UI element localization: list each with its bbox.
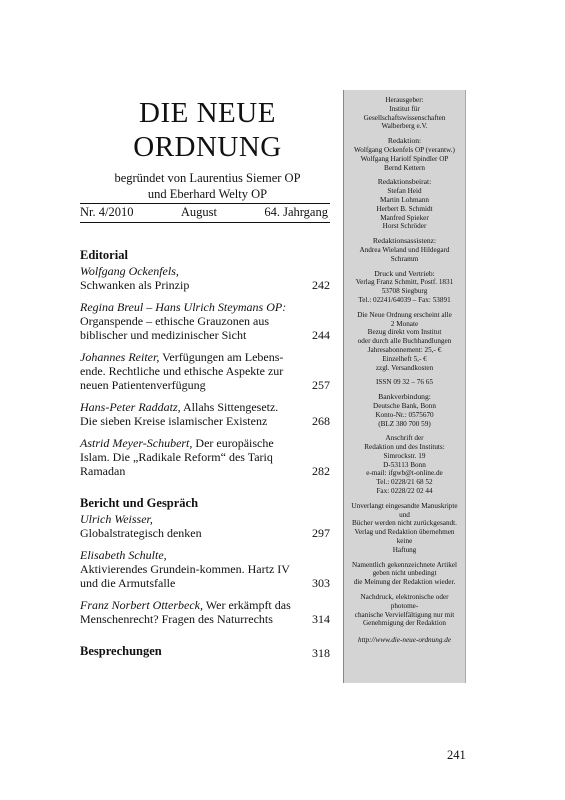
editorial-heading: Redaktion: <box>387 136 422 146</box>
imprint-line: Wolfgang Ockenfels OP (verantw.) <box>354 145 455 154</box>
imprint-line: Institut für <box>389 104 420 113</box>
toc-author: Elisabeth Schulte, <box>80 548 167 562</box>
website-link[interactable]: http://www.die-neue-ordnung.de <box>357 636 452 645</box>
publisher-heading: Herausgeber: <box>385 96 424 104</box>
toc-page: 257 <box>312 378 330 392</box>
imprint-line: chanische Vervielfältigung nur mit <box>354 610 455 619</box>
imprint-line: e-mail: ifgwb@t-online.de <box>366 469 443 478</box>
imprint-line: Gesellschaftswissenschaften <box>363 113 446 122</box>
toc-page: 282 <box>312 464 330 478</box>
toc-entry <box>80 598 330 626</box>
founders-line: begründet von Laurentius Siemer OP und Eberhard Welty OP <box>114 171 301 201</box>
section-heading-bericht: Bericht und Gespräch <box>80 496 199 510</box>
toc-title: Der europäische Islam. Die „Radikale Reform“ des Tariq Ramadan <box>80 436 274 478</box>
imprint-line: Konto-Nr.: 0575670 <box>375 410 434 419</box>
imprint-line: (BLZ 380 700 59) <box>378 419 431 428</box>
toc-author: Regina Breul – Hans Ulrich Steymans OP: <box>80 300 287 314</box>
imprint-line: 53708 Siegburg <box>381 287 428 296</box>
toc-author: Franz Norbert Otterbeck, <box>80 598 203 612</box>
toc-entry <box>80 436 330 478</box>
imprint-line: Genehmigung der Redaktion <box>362 619 447 628</box>
toc-page: 314 <box>312 612 330 626</box>
toc-entry-besprechungen: Besprechungen 318 <box>80 644 330 660</box>
assistants <box>348 246 461 264</box>
disclaimer-opinion <box>348 561 461 587</box>
imprint-line: Namentlich gekennzeichnete Artikel <box>352 560 457 569</box>
imprint-line: Deutsche Bank, Bonn <box>373 401 436 410</box>
imprint-line: Martin Lohmann <box>380 195 429 204</box>
imprint-line: Redaktion und des Instituts: <box>364 443 445 452</box>
toc-title: Aktivierendes Grundein-kommen. Hartz IV und die Armutsfalle <box>80 562 290 590</box>
toc-entry <box>80 512 330 540</box>
toc-page: 303 <box>312 576 330 590</box>
disclaimer-reprint <box>348 593 461 628</box>
imprint-line: Wolfgang Hariolf Spindler OP <box>360 154 449 163</box>
editors <box>348 146 461 172</box>
table-of-contents <box>80 248 330 668</box>
toc-page: 268 <box>312 414 330 428</box>
imprint-line: Horst Schröder <box>382 222 427 231</box>
imprint-line: Verlag Franz Schmitt, Postf. 1831 <box>355 278 454 287</box>
toc-author: Ulrich Weisser, <box>80 512 153 526</box>
issue-line <box>80 205 328 220</box>
imprint-line: Manfred Spieker <box>380 213 429 222</box>
toc-author: Hans-Peter Raddatz, <box>80 400 181 414</box>
toc-title: Verfügungen am Lebens-ende. Rechtliche und ethische Aspekte zur neuen Patientenverfügung <box>80 350 284 392</box>
page-number: 241 <box>447 748 466 762</box>
imprint-line: Einzelheft 5,- € <box>382 354 427 363</box>
imprint-line: zzgl. Versandkosten <box>375 363 434 372</box>
issn: ISSN 09 32 – 76 65 <box>376 378 433 387</box>
toc-entry <box>80 400 330 428</box>
toc-author: Wolfgang Ockenfels, <box>80 264 179 278</box>
toc-title: Schwanken als Prinzip <box>80 278 190 292</box>
publisher <box>348 105 461 131</box>
imprint-line: Jahresabonnement: 25,- € <box>367 345 442 354</box>
toc-title: Allahs Sittengesetz. Die sieben Kreise islamischer Existenz <box>80 400 279 428</box>
imprint-column <box>343 90 466 683</box>
imprint-line: Tel.: 02241/64039 – Fax: 53891 <box>358 295 451 304</box>
section-heading-editorial: Editorial <box>80 248 128 262</box>
imprint-line: Stefan Heid <box>387 187 422 196</box>
imprint-line: Haftung <box>392 545 417 554</box>
address <box>348 434 461 496</box>
imprint-line: D-53113 Bonn <box>383 460 426 469</box>
print-info <box>348 278 461 304</box>
issue-volume: 64. Jahrgang <box>264 205 328 219</box>
imprint-line: oder durch alle Buchhandlungen <box>357 337 452 346</box>
imprint-line: Fax: 0228/22 02 44 <box>376 487 433 496</box>
imprint-line: Tel.: 0228/21 68 52 <box>376 478 433 487</box>
bank-heading: Bankverbindung: <box>378 392 431 402</box>
toc-title: Wer erkämpft das Menschenrecht? Fragen des Naturrechts <box>80 598 291 626</box>
bank-info <box>348 402 461 428</box>
imprint-line: die Meinung der Redaktion wieder. <box>353 578 456 587</box>
toc-entry <box>80 264 330 292</box>
subscription-info <box>348 311 461 373</box>
toc-page: 297 <box>312 526 330 540</box>
toc-author: Johannes Reiter, <box>80 350 160 364</box>
toc-entry <box>80 350 330 392</box>
toc-entry <box>80 548 330 590</box>
toc-entry <box>80 300 330 342</box>
board-heading: Redaktionsbeirat: <box>377 177 432 187</box>
imprint-line: Bücher werden nicht zurückgesandt. <box>352 519 457 528</box>
imprint-line: Simrockstr. 19 <box>383 451 426 460</box>
imprint-line: geben nicht unbedingt <box>372 569 437 578</box>
toc-author: Astrid Meyer-Schubert, <box>80 436 193 450</box>
toc-title: Globalstrategisch denken <box>80 526 202 540</box>
imprint-line: 2 Monate <box>390 319 419 328</box>
bottom-rule <box>80 222 330 223</box>
imprint-line: Bezug direkt vom Institut <box>367 328 442 337</box>
imprint-line: Unverlangt eingesandte Manuskripte und <box>351 501 458 519</box>
imprint-line: Walberberg e.V. <box>381 122 428 131</box>
imprint-line: Nachdruck, elektronische oder photome- <box>360 593 449 610</box>
imprint-line: Andrea Wieland und Hildegard Schramm <box>359 245 450 263</box>
imprint-line: Bernd Kettern <box>384 163 425 172</box>
toc-title: Organspende – ethische Grauzonen aus biblischer und medizinischer Sicht <box>80 314 270 342</box>
issue-number: Nr. 4/2010 <box>80 205 134 219</box>
print-heading: Druck und Vertrieb: <box>374 268 435 278</box>
journal-title: DIE NEUE ORDNUNG <box>133 97 282 163</box>
imprint-line: Die Neue Ordnung erscheint alle <box>357 310 452 319</box>
issue-month: August <box>180 205 217 219</box>
imprint-line: Herbert B. Schmidt <box>376 204 433 213</box>
imprint-line: Anschrift der <box>385 434 424 443</box>
top-rule <box>80 203 330 204</box>
board-members <box>348 187 461 231</box>
toc-page: 242 <box>312 278 330 292</box>
toc-page: 244 <box>312 328 330 342</box>
disclaimer-manuscripts <box>348 502 461 555</box>
imprint-line: Verlag und Redaktion übernehmen keine <box>354 528 455 546</box>
assistant-heading: Redaktionsassistenz: <box>372 236 437 246</box>
